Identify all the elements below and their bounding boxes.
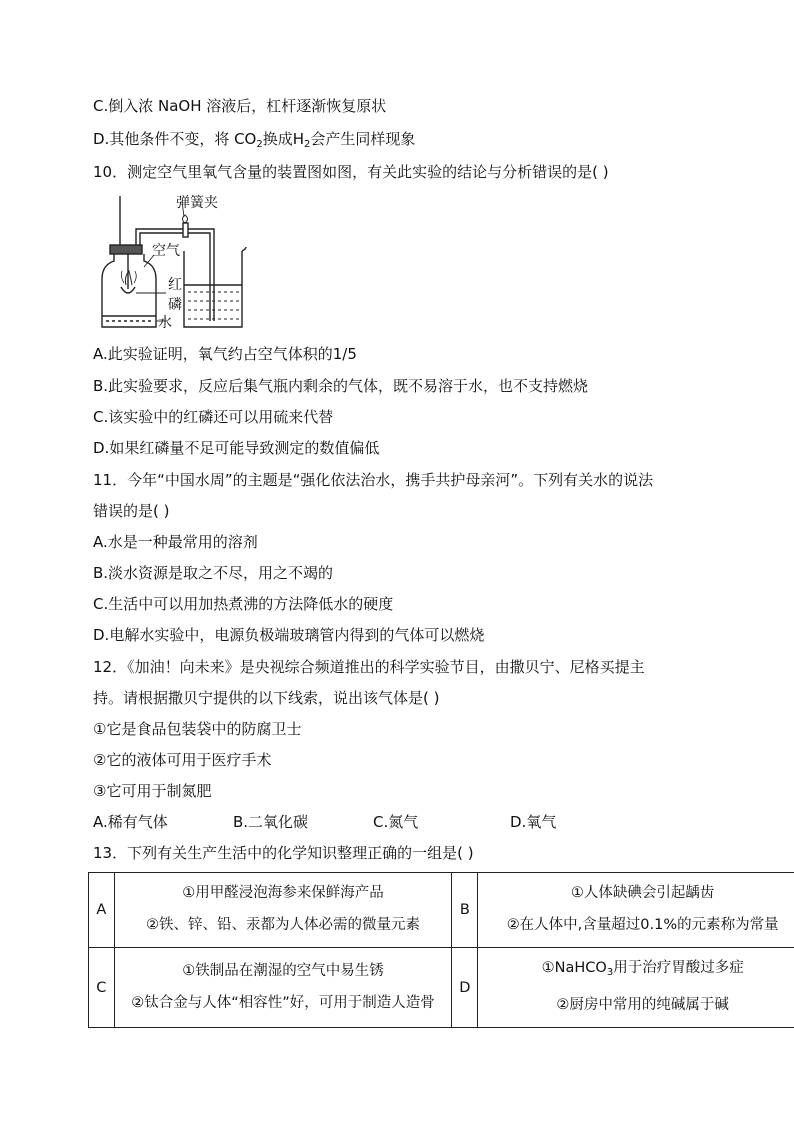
- q9-option-d-mid: 换成H: [262, 130, 305, 148]
- cell-d-line1-pre: ①NaHCO: [541, 960, 607, 976]
- table-row: [89, 948, 794, 1028]
- q9-option-d-post: 会产生同样现象: [310, 130, 416, 148]
- label-red: 红: [168, 277, 182, 293]
- cell-d-line1-sub: 3: [606, 967, 614, 978]
- cell-d-line1-post: 用于治疗胃酸过多症: [613, 960, 744, 976]
- q12-stem-line2: 持。请根据撒贝宁提供的以下线索，说出该气体是( ): [93, 689, 440, 707]
- row-label-c: C: [89, 948, 115, 1028]
- cell-b-line2: ②在人体中,含量超过0.1%的元素称为常量: [506, 917, 779, 933]
- q13-knowledge-table: [88, 872, 794, 1028]
- q10-option-a: A.此实验证明，氧气约占空气体积的1/5: [93, 345, 357, 363]
- q9-option-d-pre: D.其他条件不变，将 CO: [93, 130, 257, 148]
- q12-option-c: C.氮气: [373, 813, 419, 831]
- q9-option-d: [93, 129, 415, 155]
- row-label-a: A: [89, 873, 115, 948]
- q12-option-d: D.氧气: [510, 813, 557, 831]
- cell-d-line1: [478, 952, 794, 989]
- q10-option-d: D.如果红磷量不足可能导致测定的数值偏低: [93, 439, 380, 457]
- cell-c-line2: ②钛合金与人体“相容性”好，可用于制造人造骨: [131, 994, 435, 1011]
- q13-stem: 13．下列有关生产生活中的化学知识整理正确的一组是( ): [93, 844, 474, 862]
- cell-a: [114, 873, 452, 948]
- q11-stem-line2: 错误的是( ): [93, 502, 170, 520]
- row-label-b: B: [452, 873, 478, 948]
- label-water: 水: [158, 315, 172, 331]
- q11-stem-line1: 11．今年“中国水周”的主题是“强化依法治水，携手共护母亲河”。下列有关水的说法: [93, 471, 654, 489]
- cell-a-line2: ②铁、锌、铅、汞都为人体必需的微量元素: [146, 917, 421, 933]
- label-phosphorus: 磷: [168, 297, 182, 313]
- q10-option-c: C.该实验中的红磷还可以用硫来代替: [93, 408, 334, 426]
- q9-option-d-sub2: 2: [304, 139, 311, 150]
- q12-clue-3: ③它可用于制氮肥: [93, 782, 212, 800]
- cell-b: [478, 873, 794, 948]
- q10-stem: 10．测定空气里氧气含量的装置图如图，有关此实验的结论与分析错误的是( ): [93, 163, 609, 181]
- cell-c-line1: ①铁制品在潮湿的空气中易生锈: [182, 962, 384, 979]
- label-air: 空气: [152, 243, 180, 259]
- q10-option-b: B.此实验要求，反应后集气瓶内剩余的气体，既不易溶于水，也不支持燃烧: [93, 377, 589, 395]
- cell-a-line1: ①用甲醛浸泡海参来保鲜海产品: [182, 885, 384, 901]
- q12-option-a: A.稀有气体: [93, 813, 168, 831]
- cell-c: [114, 948, 452, 1028]
- table-row: [89, 873, 794, 948]
- q9-option-d-sub1: 2: [256, 139, 263, 150]
- q12-clue-2: ②它的液体可用于医疗手术: [93, 751, 272, 769]
- q11-option-b: B.淡水资源是取之不尽，用之不竭的: [93, 564, 334, 582]
- oxygen-apparatus-diagram: [96, 193, 256, 333]
- q9-option-c: C.倒入浓 NaOH 溶液后，杠杆逐渐恢复原状: [93, 97, 387, 115]
- row-label-d: D: [452, 948, 478, 1028]
- label-clamp: 弹簧夹: [176, 195, 218, 211]
- q12-option-b: B.二氧化碳: [233, 813, 309, 831]
- cell-d: [478, 948, 794, 1028]
- q12-clue-1: ①它是食品包装袋中的防腐卫士: [93, 720, 302, 738]
- q11-option-c: C.生活中可以用加热煮沸的方法降低水的硬度: [93, 595, 394, 613]
- q11-option-a: A.水是一种最常用的溶剂: [93, 533, 258, 551]
- q12-stem-line1: 12．《加油！向未来》是央视综合频道推出的科学实验节目，由撒贝宁、尼格买提主: [93, 658, 645, 676]
- cell-d-line2: ②厨房中常用的纯碱属于碱: [556, 997, 729, 1013]
- q11-option-d: D.电解水实验中，电源负极端玻璃管内得到的气体可以燃烧: [93, 626, 485, 644]
- cell-b-line1: ①人体缺碘会引起龋齿: [570, 885, 715, 901]
